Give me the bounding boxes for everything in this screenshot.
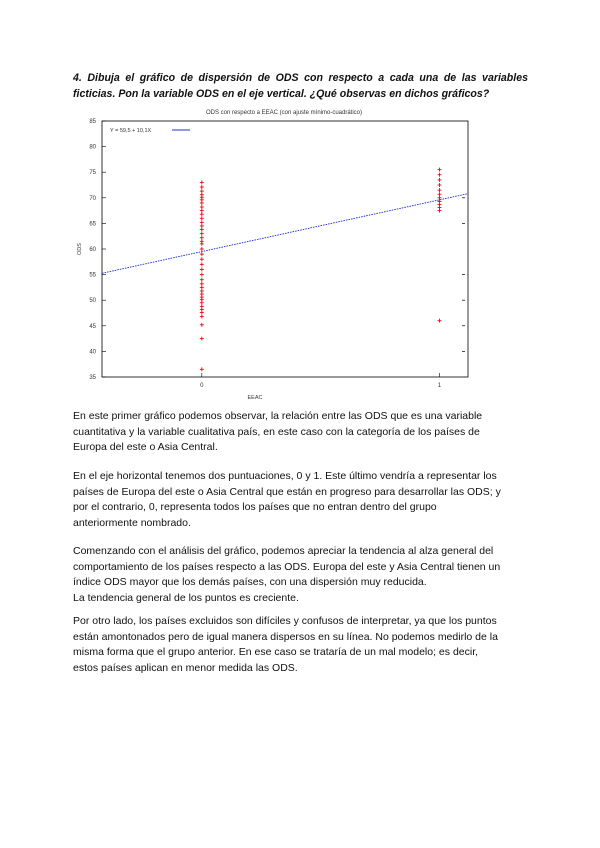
text-line: anteriormente nombrado.	[73, 516, 191, 529]
y-axis-label: ODS	[77, 243, 83, 255]
data-point	[200, 247, 204, 251]
data-point	[200, 239, 204, 243]
y-tick-label: 45	[89, 323, 96, 330]
paragraph-excluded-countries	[73, 614, 528, 676]
y-tick-label: 85	[89, 119, 96, 125]
text-line: países de Europa del este o Asia Central que están en progreso para desarrollar las ODS; y	[73, 485, 501, 498]
text-line: comportamiento de los países respecto a las ODS. Europa del este y Asia Central tienen un	[73, 560, 501, 573]
text-line: están amontonados pero de igual manera dispersos en su línea. No podemos medirlo de la	[73, 630, 498, 643]
y-axis	[89, 119, 106, 381]
y-tick-label: 65	[89, 221, 96, 228]
data-point	[437, 183, 441, 187]
data-point	[200, 216, 204, 220]
data-point	[200, 236, 204, 240]
data-point	[200, 232, 204, 236]
text-line: La tendencia general de los puntos es creciente.	[73, 591, 299, 604]
scatter-chart-svg	[72, 103, 492, 403]
text-line: En este primer gráfico podemos observar, la relación entre las ODS que es una variable	[73, 410, 483, 422]
data-point	[200, 252, 204, 256]
data-point	[200, 304, 204, 308]
text-line: por el contrario, 0, representa todos los países que no entran dentro del grupo	[73, 501, 437, 513]
data-point	[200, 262, 204, 266]
data-point	[200, 212, 204, 216]
y-tick-label: 70	[89, 195, 96, 202]
y-tick-label: 35	[89, 375, 96, 381]
data-point	[200, 323, 204, 327]
text-line: Por otro lado, los países excluidos son difíciles y confusos de interpretar, ya que los puntos	[73, 615, 497, 627]
data-point	[200, 209, 204, 213]
data-point	[200, 278, 204, 282]
data-point	[437, 188, 441, 192]
data-point	[200, 205, 204, 209]
data-point	[200, 285, 204, 289]
text-line: misma forma que el grupo anterior. En ese caso se trataría de un mal modelo; es decir,	[73, 646, 479, 658]
data-point	[200, 257, 204, 261]
x-axis-label: EEAC	[247, 395, 263, 401]
data-point	[200, 193, 204, 197]
y-tick-label: 80	[89, 144, 96, 151]
data-point	[200, 282, 204, 286]
plot-frame	[102, 121, 468, 377]
paragraph-analysis	[73, 544, 528, 606]
data-point	[200, 185, 204, 189]
x-tick-label: 0	[200, 383, 204, 389]
x-tick-label: 1	[437, 383, 442, 389]
data-point	[437, 192, 441, 196]
text-line: cuantitativa y la variable cualitativa país, en este caso con la categoría de los países de	[73, 425, 480, 438]
data-point	[200, 289, 204, 293]
legend-label: Y = 59,5 + 10,1X	[110, 128, 152, 134]
scatter-chart	[72, 103, 492, 403]
y-tick-label: 60	[89, 247, 96, 253]
data-point	[200, 273, 204, 277]
data-point	[200, 267, 204, 271]
data-point	[437, 178, 441, 182]
data-point	[200, 337, 204, 341]
y-tick-label: 75	[89, 170, 96, 177]
data-point	[200, 228, 204, 232]
data-point	[200, 367, 204, 371]
data-point	[437, 168, 441, 172]
data-points	[200, 168, 442, 372]
right-axis-marks	[462, 198, 465, 352]
text-line: estos países aplican en menor medida las ODS.	[73, 661, 298, 674]
text-line: Comenzando con el análisis del gráfico, podemos apreciar la tendencia al alza general del	[73, 545, 494, 557]
y-tick-label: 55	[89, 272, 96, 279]
paragraph-horizontal-axis	[73, 469, 528, 531]
data-point	[437, 319, 441, 323]
data-point	[437, 173, 441, 177]
text-line: En el eje horizontal tenemos dos puntuaciones, 0 y 1. Este último vendría a representar los	[73, 470, 497, 482]
data-point	[200, 180, 204, 184]
chart-title: ODS con respecto a EEAC (con ajuste mínimo-cuadrático)	[205, 110, 363, 116]
data-point	[200, 315, 204, 319]
y-tick-label: 40	[89, 349, 96, 356]
y-tick-label: 50	[89, 298, 96, 305]
question-heading: 4. Dibuja el gráfico de dispersión de ODS con respecto a cada una de las variables ficticias. Pon la variable ODS en el eje vertical. ¿Qué observas en dichos gráficos?	[73, 72, 528, 100]
paragraph-intro	[73, 409, 528, 456]
text-line: Europa del este o Asia Central.	[73, 441, 218, 453]
data-point	[200, 220, 204, 224]
text-line: índice ODS mayor que los demás países, con una dispersión muy reducida.	[73, 576, 427, 588]
x-axis	[200, 373, 442, 389]
data-point	[200, 224, 204, 228]
data-point	[200, 189, 204, 193]
regression-line	[102, 194, 468, 274]
